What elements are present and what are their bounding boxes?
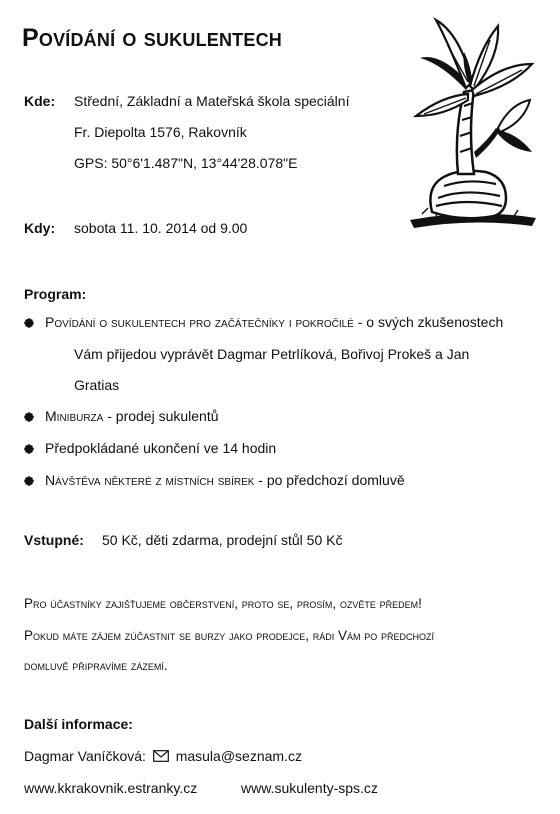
websites-line-2	[241, 780, 378, 796]
location-line-1: Střední, Základní a Mateřská škola speciální	[74, 93, 350, 109]
date-value: sobota 11. 10. 2014 od 9.00	[74, 220, 248, 236]
website-link-sukulenty[interactable]: www.sukulenty-sps.cz	[241, 780, 378, 796]
page-title: Povídání o sukulentech	[22, 24, 282, 52]
seller-note-line-1: Pokud máte zájem zúčastnit se burzy jako prodejce, rádi Vám po předchozí	[24, 628, 435, 643]
admission-value: 50 Kč, děti zdarma, prodejní stůl 50 Kč	[102, 532, 343, 548]
program-item-3: Předpokládané ukončení ve 14 hodin	[45, 440, 277, 456]
program-item-4-rest: - po předchozí domluvě	[254, 472, 405, 488]
flower-bullet-icon	[24, 412, 34, 422]
envelope-icon	[153, 750, 169, 762]
contact-line	[24, 748, 302, 764]
info-heading: Další informace:	[24, 716, 133, 732]
date-label: Kdy:	[24, 220, 56, 236]
program-item-1-rest: - o svých zkušenostech	[353, 314, 504, 330]
gps-coordinates: GPS: 50°6'1.487"N, 13°44'28.078"E	[74, 155, 298, 171]
location-section	[24, 93, 404, 173]
program-item-2-title: Miniburza	[45, 408, 104, 424]
refreshment-note: Pro účastníky zajišťujeme občerstvení, proto se, prosím, ozvěte předem!	[24, 596, 422, 611]
program-item-4	[45, 472, 405, 488]
admission-section	[24, 532, 84, 548]
program-heading: Program:	[24, 286, 87, 302]
flower-bullet-icon	[24, 318, 34, 328]
program-item-1	[45, 314, 503, 330]
location-line-2: Fr. Diepolta 1576, Rakovník	[74, 124, 247, 140]
admission-label: Vstupné:	[24, 532, 84, 548]
seller-note-line-2: domluvě připravíme zázemí.	[24, 658, 168, 673]
email-link[interactable]: masula@seznam.cz	[175, 748, 302, 764]
flower-bullet-icon	[24, 476, 34, 486]
program-item-1-continuation-2: Gratias	[74, 377, 120, 393]
program-item-2	[45, 408, 219, 424]
program-item-4-title: Návštěva některé z místních sbírek	[45, 472, 255, 488]
plant-illustration	[402, 12, 542, 232]
date-section	[24, 220, 404, 240]
websites-line	[24, 780, 197, 796]
flower-bullet-icon	[24, 444, 34, 454]
contact-name: Dagmar Vaníčková:	[24, 748, 146, 764]
program-item-2-rest: - prodej sukulentů	[103, 408, 219, 424]
location-label: Kde:	[24, 93, 56, 109]
program-item-1-title: Povídání o sukulentech pro začátečníky i pokročilé	[45, 314, 354, 330]
website-link-kkrakovnik[interactable]: www.kkrakovnik.estranky.cz	[24, 780, 198, 796]
program-item-1-continuation: Vám přijedou vyprávět Dagmar Petrlíková, Bořivoj Prokeš a Jan	[74, 346, 470, 362]
